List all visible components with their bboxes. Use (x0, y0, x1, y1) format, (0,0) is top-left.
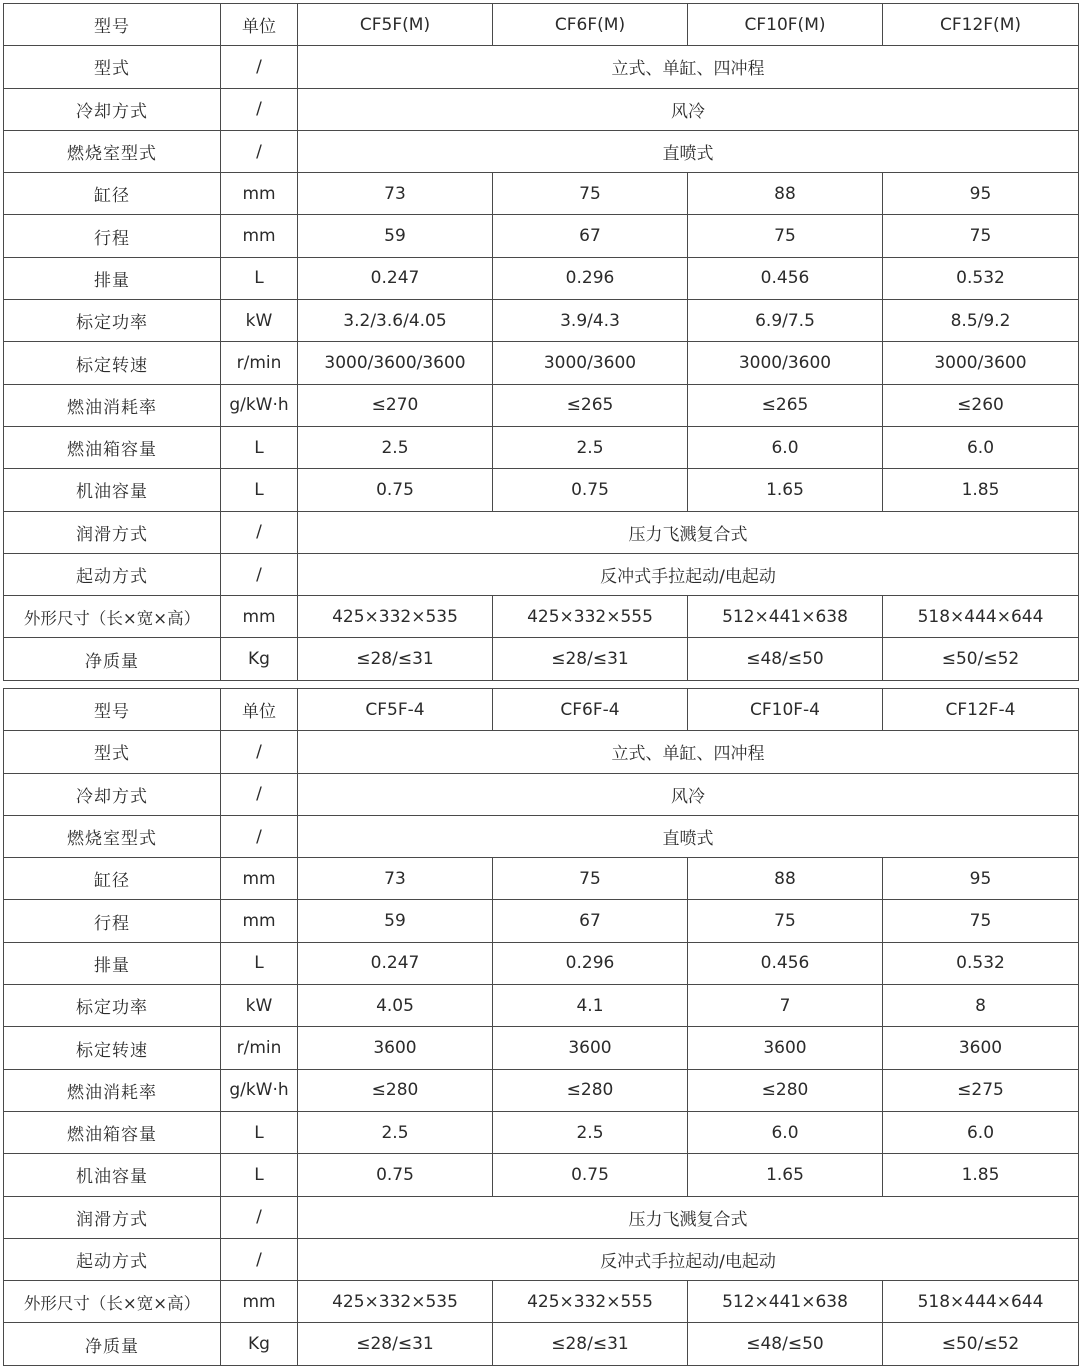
row-label: 冷却方式 (4, 773, 221, 815)
row-value: ≤270 (298, 384, 493, 426)
row-value: 75 (883, 900, 1079, 942)
row-value: 3.2/3.6/4.05 (298, 300, 493, 342)
table-row (4, 300, 1079, 342)
row-value: 6.9/7.5 (688, 300, 883, 342)
row-unit: L (221, 942, 298, 984)
row-value: 6.0 (688, 426, 883, 468)
table-row (4, 638, 1079, 680)
row-label: 冷却方式 (4, 88, 221, 130)
header-row (4, 689, 1079, 731)
row-label: 燃油消耗率 (4, 1069, 221, 1111)
row-value: ≤280 (688, 1069, 883, 1111)
row-label: 外形尺寸（长×宽×高） (4, 1281, 221, 1323)
row-value: 2.5 (493, 426, 688, 468)
row-value: 518×444×644 (883, 1281, 1079, 1323)
table-row (4, 773, 1079, 815)
table-row (4, 88, 1079, 130)
table-row (4, 384, 1079, 426)
header-model: 型号 (4, 689, 221, 731)
row-value: 73 (298, 173, 493, 215)
row-unit: kW (221, 985, 298, 1027)
row-label: 外形尺寸（长×宽×高） (4, 596, 221, 638)
row-label: 净质量 (4, 638, 221, 680)
row-value: 3000/3600/3600 (298, 342, 493, 384)
row-value: ≤275 (883, 1069, 1079, 1111)
row-label: 标定功率 (4, 985, 221, 1027)
row-label: 润滑方式 (4, 1196, 221, 1238)
row-unit: / (221, 46, 298, 88)
table-row (4, 173, 1079, 215)
header-unit: 单位 (221, 689, 298, 731)
row-value: 59 (298, 215, 493, 257)
header-row (4, 4, 1079, 46)
row-value: 3600 (298, 1027, 493, 1069)
row-value: ≤265 (493, 384, 688, 426)
row-value: 425×332×535 (298, 596, 493, 638)
row-value: 7 (688, 985, 883, 1027)
row-value: 6.0 (883, 1111, 1079, 1153)
row-value: 2.5 (298, 1111, 493, 1153)
row-label: 标定转速 (4, 1027, 221, 1069)
table-row (4, 130, 1079, 172)
row-value: 2.5 (493, 1111, 688, 1153)
row-value: 0.532 (883, 942, 1079, 984)
table-row (4, 858, 1079, 900)
row-label: 型式 (4, 731, 221, 773)
row-value: 0.296 (493, 942, 688, 984)
row-value: 75 (688, 900, 883, 942)
row-value: 6.0 (883, 426, 1079, 468)
row-value: 95 (883, 858, 1079, 900)
header-model-name: CF10F(M) (688, 4, 883, 46)
row-unit: L (221, 469, 298, 511)
row-unit: L (221, 426, 298, 468)
row-value: ≤28/≤31 (298, 638, 493, 680)
row-merged-value: 风冷 (298, 773, 1079, 815)
row-label: 标定转速 (4, 342, 221, 384)
row-unit: / (221, 815, 298, 857)
row-label: 燃油箱容量 (4, 1111, 221, 1153)
table-row (4, 1238, 1079, 1280)
row-value: ≤260 (883, 384, 1079, 426)
row-value: 0.247 (298, 257, 493, 299)
table-row (4, 1196, 1079, 1238)
row-value: 88 (688, 858, 883, 900)
header-model-name: CF5F-4 (298, 689, 493, 731)
header-unit: 单位 (221, 4, 298, 46)
row-value: 1.65 (688, 1154, 883, 1196)
row-label: 燃烧室型式 (4, 815, 221, 857)
row-value: 73 (298, 858, 493, 900)
row-unit: mm (221, 1281, 298, 1323)
table-row (4, 815, 1079, 857)
row-merged-value: 立式、单缸、四冲程 (298, 731, 1079, 773)
row-value: 3600 (883, 1027, 1079, 1069)
row-unit: / (221, 1238, 298, 1280)
row-value: 2.5 (298, 426, 493, 468)
row-value: 0.75 (493, 1154, 688, 1196)
table-row (4, 1027, 1079, 1069)
row-value: ≤280 (298, 1069, 493, 1111)
row-value: ≤50/≤52 (883, 1323, 1079, 1365)
row-unit: r/min (221, 1027, 298, 1069)
row-value: 0.247 (298, 942, 493, 984)
row-merged-value: 反冲式手拉起动/电起动 (298, 1238, 1079, 1280)
row-label: 润滑方式 (4, 511, 221, 553)
row-value: 4.1 (493, 985, 688, 1027)
header-model-name: CF12F(M) (883, 4, 1079, 46)
table-row (4, 985, 1079, 1027)
row-unit: mm (221, 900, 298, 942)
row-value: 512×441×638 (688, 1281, 883, 1323)
row-value: 6.0 (688, 1111, 883, 1153)
row-value: 0.296 (493, 257, 688, 299)
header-model-name: CF6F(M) (493, 4, 688, 46)
row-value: 1.65 (688, 469, 883, 511)
row-value: 3000/3600 (688, 342, 883, 384)
spec-table-fm (3, 3, 1079, 681)
table-row (4, 511, 1079, 553)
row-label: 标定功率 (4, 300, 221, 342)
row-unit: mm (221, 596, 298, 638)
row-unit: mm (221, 173, 298, 215)
header-model-name: CF5F(M) (298, 4, 493, 46)
row-value: 0.75 (298, 469, 493, 511)
row-merged-value: 压力飞溅复合式 (298, 1196, 1079, 1238)
row-value: 75 (883, 215, 1079, 257)
table-row (4, 426, 1079, 468)
row-value: 0.456 (688, 257, 883, 299)
row-value: 75 (493, 173, 688, 215)
spec-table-body (4, 4, 1079, 681)
row-label: 机油容量 (4, 469, 221, 511)
row-value: 518×444×644 (883, 596, 1079, 638)
row-merged-value: 反冲式手拉起动/电起动 (298, 553, 1079, 595)
row-value: ≤28/≤31 (298, 1323, 493, 1365)
row-label: 缸径 (4, 858, 221, 900)
row-unit: L (221, 1111, 298, 1153)
row-unit: / (221, 1196, 298, 1238)
table-row (4, 1111, 1079, 1153)
row-unit: / (221, 773, 298, 815)
row-unit: / (221, 731, 298, 773)
row-label: 排量 (4, 942, 221, 984)
header-model-name: CF10F-4 (688, 689, 883, 731)
row-value: 425×332×555 (493, 1281, 688, 1323)
row-value: 3000/3600 (493, 342, 688, 384)
row-value: 512×441×638 (688, 596, 883, 638)
table-row (4, 469, 1079, 511)
table-row (4, 1281, 1079, 1323)
table-row (4, 215, 1079, 257)
table-row (4, 596, 1079, 638)
row-label: 型式 (4, 46, 221, 88)
table-row (4, 342, 1079, 384)
row-unit: / (221, 553, 298, 595)
header-model: 型号 (4, 4, 221, 46)
row-label: 缸径 (4, 173, 221, 215)
table-row (4, 257, 1079, 299)
row-merged-value: 立式、单缸、四冲程 (298, 46, 1079, 88)
row-value: 4.05 (298, 985, 493, 1027)
row-value: 1.85 (883, 1154, 1079, 1196)
row-value: 75 (688, 215, 883, 257)
row-value: ≤28/≤31 (493, 638, 688, 680)
row-value: 0.75 (298, 1154, 493, 1196)
row-value: 8 (883, 985, 1079, 1027)
row-value: 425×332×555 (493, 596, 688, 638)
row-unit: g/kW·h (221, 384, 298, 426)
row-unit: r/min (221, 342, 298, 384)
row-value: 95 (883, 173, 1079, 215)
spec-table-body (4, 689, 1079, 1366)
spec-table-f4 (3, 688, 1079, 1366)
row-unit: mm (221, 858, 298, 900)
row-label: 燃油消耗率 (4, 384, 221, 426)
row-unit: L (221, 257, 298, 299)
row-label: 燃油箱容量 (4, 426, 221, 468)
row-value: 3000/3600 (883, 342, 1079, 384)
row-value: 3.9/4.3 (493, 300, 688, 342)
row-label: 排量 (4, 257, 221, 299)
row-value: 67 (493, 900, 688, 942)
row-merged-value: 直喷式 (298, 130, 1079, 172)
row-value: ≤50/≤52 (883, 638, 1079, 680)
row-label: 起动方式 (4, 1238, 221, 1280)
row-merged-value: 压力飞溅复合式 (298, 511, 1079, 553)
table-row (4, 942, 1079, 984)
row-value: 425×332×535 (298, 1281, 493, 1323)
row-merged-value: 风冷 (298, 88, 1079, 130)
row-unit: L (221, 1154, 298, 1196)
row-value: 67 (493, 215, 688, 257)
row-unit: mm (221, 215, 298, 257)
row-unit: g/kW·h (221, 1069, 298, 1111)
row-value: 0.456 (688, 942, 883, 984)
row-unit: Kg (221, 638, 298, 680)
header-model-name: CF6F-4 (493, 689, 688, 731)
row-value: 3600 (493, 1027, 688, 1069)
row-label: 行程 (4, 215, 221, 257)
row-merged-value: 直喷式 (298, 815, 1079, 857)
row-value: 3600 (688, 1027, 883, 1069)
row-value: 59 (298, 900, 493, 942)
table-row (4, 1069, 1079, 1111)
row-value: ≤280 (493, 1069, 688, 1111)
row-value: ≤48/≤50 (688, 1323, 883, 1365)
row-label: 起动方式 (4, 553, 221, 595)
row-unit: Kg (221, 1323, 298, 1365)
row-value: 8.5/9.2 (883, 300, 1079, 342)
row-label: 燃烧室型式 (4, 130, 221, 172)
table-row (4, 553, 1079, 595)
table-row (4, 731, 1079, 773)
row-unit: kW (221, 300, 298, 342)
row-value: ≤265 (688, 384, 883, 426)
table-row (4, 1323, 1079, 1365)
row-value: 0.75 (493, 469, 688, 511)
row-label: 净质量 (4, 1323, 221, 1365)
row-value: 1.85 (883, 469, 1079, 511)
row-value: ≤28/≤31 (493, 1323, 688, 1365)
row-unit: / (221, 511, 298, 553)
row-value: 88 (688, 173, 883, 215)
table-row (4, 46, 1079, 88)
row-unit: / (221, 130, 298, 172)
table-row (4, 900, 1079, 942)
row-value: 75 (493, 858, 688, 900)
table-row (4, 1154, 1079, 1196)
row-value: ≤48/≤50 (688, 638, 883, 680)
row-value: 0.532 (883, 257, 1079, 299)
row-unit: / (221, 88, 298, 130)
header-model-name: CF12F-4 (883, 689, 1079, 731)
row-label: 机油容量 (4, 1154, 221, 1196)
row-label: 行程 (4, 900, 221, 942)
